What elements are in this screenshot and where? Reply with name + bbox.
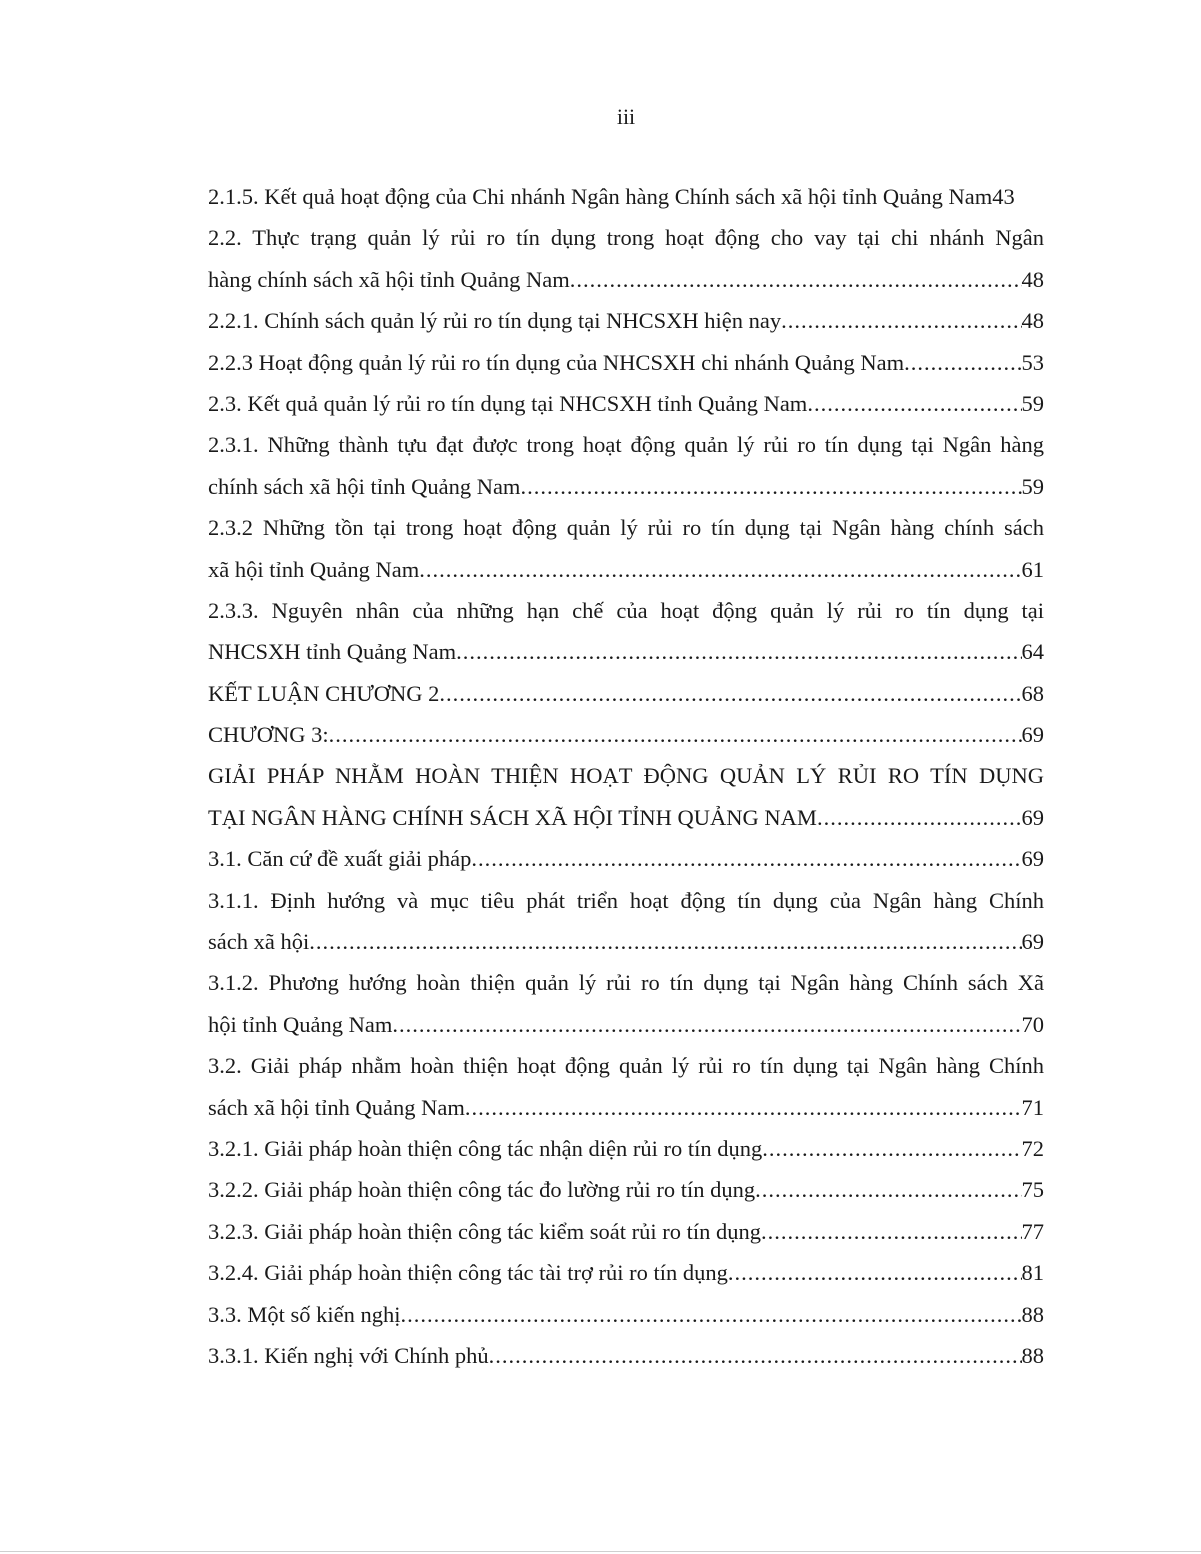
toc-entry-line: 2.3.1. Những thành tựu đạt được trong hoạt động quản lý rủi ro tín dụng tại Ngân hàng: [208, 432, 1044, 458]
toc-entry-page: 81: [1021, 1260, 1044, 1286]
toc-entry-page: 72: [1021, 1135, 1044, 1161]
toc-dot-leader: [489, 1335, 1022, 1376]
toc-entry-page: 68: [1021, 680, 1044, 706]
toc-entry: [208, 549, 1044, 590]
toc-entry: [208, 797, 1044, 838]
toc-dot-leader: [419, 549, 1021, 590]
toc-entry-title: CHƯƠNG 3:: [208, 722, 329, 748]
toc-entry-title: TẠI NGÂN HÀNG CHÍNH SÁCH XÃ HỘI TỈNH QUẢNG NAM: [208, 804, 817, 830]
toc-entry-page: 53: [1021, 349, 1044, 375]
toc-entry-page: 64: [1021, 639, 1044, 665]
page-bottom-edge: [0, 1551, 1201, 1552]
toc-entry-page: 70: [1021, 1011, 1044, 1037]
toc-dot-leader: [817, 797, 1022, 838]
toc-entry-page: 48: [1021, 266, 1044, 292]
toc-entry: [208, 1294, 1044, 1335]
toc-entry-title: 3.2.3. Giải pháp hoàn thiện công tác kiểm soát rủi ro tín dụng: [208, 1218, 762, 1244]
toc-entry-title: hàng chính sách xã hội tỉnh Quảng Nam: [208, 266, 570, 292]
toc-entry: [208, 1169, 1044, 1210]
toc-entry-title: 2.3. Kết quả quản lý rủi ro tín dụng tại NHCSXH tỉnh Quảng Nam: [208, 390, 808, 416]
toc-entry-title: 2.2.1. Chính sách quản lý rủi ro tín dụng tại NHCSXH hiện nay: [208, 308, 782, 334]
toc-dot-leader: [309, 921, 1021, 962]
toc-entry: [208, 383, 1044, 424]
toc-entry-page: 71: [1021, 1094, 1044, 1120]
toc-entry-page: 48: [1021, 308, 1044, 334]
toc-dot-leader: [401, 1294, 1022, 1335]
toc-entry-title: 2.2.3 Hoạt động quản lý rủi ro tín dụng của NHCSXH chi nhánh Quảng Nam: [208, 349, 905, 375]
toc-entry-title: xã hội tỉnh Quảng Nam: [208, 556, 420, 582]
toc-entry-title: chính sách xã hội tỉnh Quảng Nam: [208, 473, 521, 499]
toc-entry-line: 2.2. Thực trạng quản lý rủi ro tín dụng trong hoạt động cho vay tại chi nhánh Ngân: [208, 225, 1044, 251]
toc-entry-page: 61: [1021, 556, 1044, 582]
toc-entry-page: 69: [1021, 804, 1044, 830]
toc-dot-leader: [781, 300, 1021, 341]
toc-dot-leader: [904, 342, 1021, 383]
toc-dot-leader: [728, 1252, 1022, 1293]
toc-entry-title: 3.2.4. Giải pháp hoàn thiện công tác tài trợ rủi ro tín dụng: [208, 1260, 728, 1286]
toc-entry: [208, 838, 1044, 879]
toc-entry-line: 3.1.1. Định hướng và mục tiêu phát triển hoạt động tín dụng của Ngân hàng Chính: [208, 887, 1044, 913]
page-number: iii: [616, 104, 636, 129]
toc-dot-leader: [439, 673, 1021, 714]
toc-dot-leader: [761, 1211, 1021, 1252]
toc-entry-line: GIẢI PHÁP NHẰM HOÀN THIỆN HOẠT ĐỘNG QUẢN LÝ RỦI RO TÍN DỤNG: [208, 763, 1044, 789]
toc-entry: [208, 466, 1044, 507]
table-of-contents: [208, 176, 1044, 1376]
toc-entry-line: 2.3.2 Những tồn tại trong hoạt động quản lý rủi ro tín dụng tại Ngân hàng chính sách: [208, 515, 1044, 541]
toc-entry: [208, 921, 1044, 962]
toc-entry-title: hội tỉnh Quảng Nam: [208, 1011, 393, 1037]
toc-dot-leader: [471, 838, 1021, 879]
toc-dot-leader: [456, 631, 1021, 672]
toc-dot-leader: [520, 466, 1021, 507]
toc-entry: [208, 259, 1044, 300]
toc-dot-leader: [807, 383, 1021, 424]
toc-entry-title: 3.2.1. Giải pháp hoàn thiện công tác nhận diện rủi ro tín dụng: [208, 1135, 763, 1161]
toc-dot-leader: [465, 1087, 1022, 1128]
toc-dot-leader: [570, 259, 1022, 300]
toc-entry-title: 3.1. Căn cứ đề xuất giải pháp: [208, 846, 472, 872]
toc-entry-page: 88: [1021, 1301, 1044, 1327]
toc-entry-page: 59: [1021, 390, 1044, 416]
toc-entry: [208, 631, 1044, 672]
toc-entry-page: 69: [1021, 722, 1044, 748]
toc-dot-leader: [392, 1004, 1021, 1045]
toc-entry: [208, 1087, 1044, 1128]
toc-dot-leader: [755, 1169, 1021, 1210]
toc-entry: [208, 1252, 1044, 1293]
toc-entry-page: 75: [1021, 1177, 1044, 1203]
toc-entry-title: NHCSXH tỉnh Quảng Nam: [208, 639, 457, 665]
toc-entry-line: 2.3.3. Nguyên nhân của những hạn chế của hoạt động quản lý rủi ro tín dụng tại: [208, 597, 1044, 623]
toc-entry-title: 3.3.1. Kiến nghị với Chính phủ: [208, 1342, 489, 1368]
toc-entry-title: sách xã hội: [208, 929, 310, 955]
toc-entry-line: 3.1.2. Phương hướng hoàn thiện quản lý rủi ro tín dụng tại Ngân hàng Chính sách Xã: [208, 970, 1044, 996]
toc-entry: [208, 1335, 1044, 1376]
toc-entry-page: 88: [1021, 1342, 1044, 1368]
toc-dot-leader: [329, 714, 1022, 755]
toc-entry: [208, 673, 1044, 714]
toc-entry-page: 69: [1021, 846, 1044, 872]
toc-entry-page: 69: [1021, 929, 1044, 955]
toc-entry-title: 3.2.2. Giải pháp hoàn thiện công tác đo lường rủi ro tín dụng: [208, 1177, 756, 1203]
toc-entry-title: KẾT LUẬN CHƯƠNG 2: [208, 680, 440, 706]
toc-dot-leader: [762, 1128, 1021, 1169]
toc-entry-title: 3.3. Một số kiến nghị: [208, 1301, 401, 1327]
toc-entry-line: 2.1.5. Kết quả hoạt động của Chi nhánh Ngân hàng Chính sách xã hội tỉnh Quảng Nam43: [208, 184, 1015, 209]
toc-entry-page: 59: [1021, 473, 1044, 499]
toc-entry: [208, 1128, 1044, 1169]
toc-entry: [208, 1004, 1044, 1045]
toc-entry-page: 77: [1021, 1218, 1044, 1244]
toc-entry-line: 3.2. Giải pháp nhằm hoàn thiện hoạt động quản lý rủi ro tín dụng tại Ngân hàng Chính: [208, 1053, 1044, 1079]
toc-entry: [208, 714, 1044, 755]
toc-entry: [208, 342, 1044, 383]
toc-entry-title: sách xã hội tỉnh Quảng Nam: [208, 1094, 465, 1120]
toc-entry: [208, 300, 1044, 341]
toc-entry: [208, 1211, 1044, 1252]
